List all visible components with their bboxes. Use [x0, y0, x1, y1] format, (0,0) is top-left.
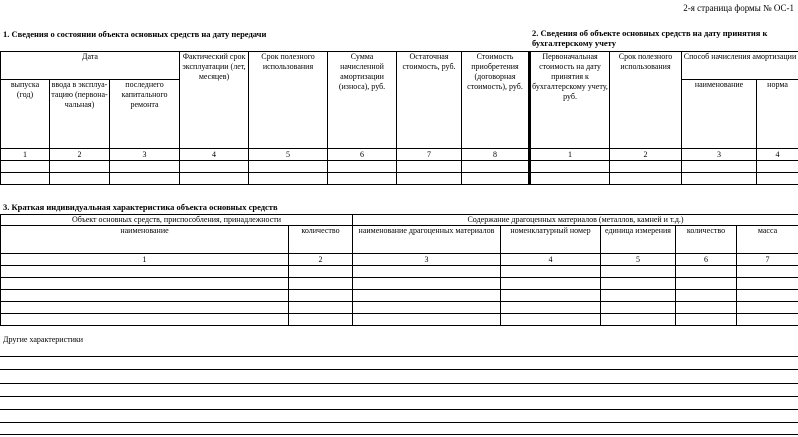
table-cell[interactable]	[737, 314, 798, 326]
col-num: 3	[353, 254, 501, 266]
table-cell[interactable]	[530, 173, 610, 185]
table-cell[interactable]	[1, 314, 289, 326]
header-useful-life-2: Срок полезного использования	[610, 52, 682, 149]
header-actual-term: Фактический срок эксплуатации (лет, месяцев)	[180, 52, 249, 149]
table-cell[interactable]	[249, 173, 328, 185]
table-cell[interactable]	[501, 278, 601, 290]
table-cell[interactable]	[682, 173, 757, 185]
header-object-qty: количество	[289, 226, 353, 254]
col-num: 3	[110, 149, 180, 161]
column-number-row	[1, 149, 798, 161]
table-cell[interactable]	[601, 278, 676, 290]
col-num: 1	[530, 149, 610, 161]
table-cell[interactable]	[501, 290, 601, 302]
table-cell[interactable]	[676, 302, 737, 314]
col-num: 2	[610, 149, 682, 161]
writing-line[interactable]	[0, 369, 798, 370]
table-row	[1, 290, 798, 302]
table-cell[interactable]	[397, 161, 462, 173]
col-num: 4	[501, 254, 601, 266]
table-cell[interactable]	[180, 173, 249, 185]
section3-table	[0, 214, 798, 326]
sections-1-2-table	[0, 51, 798, 185]
table-cell[interactable]	[601, 314, 676, 326]
table-cell[interactable]	[737, 290, 798, 302]
header-unit: единица измерения	[601, 226, 676, 254]
writing-line[interactable]	[0, 409, 798, 410]
table-cell[interactable]	[1, 173, 50, 185]
col-num: 8	[462, 149, 530, 161]
table-cell[interactable]	[328, 161, 397, 173]
col-num: 5	[249, 149, 328, 161]
table-cell[interactable]	[1, 161, 50, 173]
table-row	[1, 314, 798, 326]
writing-line[interactable]	[0, 396, 798, 397]
header-metal-qty: количество	[676, 226, 737, 254]
writing-line[interactable]	[0, 356, 798, 357]
table-cell[interactable]	[601, 302, 676, 314]
col-num: 2	[289, 254, 353, 266]
writing-line[interactable]	[0, 383, 798, 384]
form-page-label: 2-я страница формы № ОС-1	[683, 3, 794, 13]
table-cell[interactable]	[501, 302, 601, 314]
col-num: 4	[180, 149, 249, 161]
header-object-name: наименование	[1, 226, 289, 254]
table-cell[interactable]	[328, 173, 397, 185]
table-cell[interactable]	[353, 266, 501, 278]
table-cell[interactable]	[676, 266, 737, 278]
col-num: 6	[328, 149, 397, 161]
table-cell[interactable]	[530, 161, 610, 173]
table-cell[interactable]	[50, 173, 110, 185]
header-metals-group: Содержание драгоценных материалов (металлов, камней и т.д.)	[353, 215, 798, 226]
other-characteristics-label: Другие характеристики	[3, 335, 84, 344]
header-method-rate: норма	[757, 80, 798, 149]
header-object-group: Объект основных средств, приспособления, принадлежности	[1, 215, 353, 226]
col-num: 7	[397, 149, 462, 161]
table-cell[interactable]	[737, 302, 798, 314]
header-method-name: наименование	[682, 80, 757, 149]
table-cell[interactable]	[462, 161, 530, 173]
table-cell[interactable]	[737, 278, 798, 290]
table-row	[1, 278, 798, 290]
table-cell[interactable]	[1, 266, 289, 278]
table-cell[interactable]	[289, 302, 353, 314]
table-cell[interactable]	[757, 161, 798, 173]
table-cell[interactable]	[289, 314, 353, 326]
table-cell[interactable]	[601, 290, 676, 302]
table-cell[interactable]	[180, 161, 249, 173]
table-cell[interactable]	[353, 278, 501, 290]
table-row	[1, 161, 798, 173]
col-num: 4	[757, 149, 798, 161]
table-row	[1, 302, 798, 314]
header-useful-life-1: Срок полезного использования	[249, 52, 328, 149]
table-cell[interactable]	[501, 314, 601, 326]
header-release-year: выпуска (год)	[1, 80, 50, 149]
table-cell[interactable]	[289, 266, 353, 278]
col-num: 1	[1, 149, 50, 161]
header-acquisition-cost: Стоимость приобретения (договорная стоимость), руб.	[462, 52, 530, 149]
table-cell[interactable]	[1, 290, 289, 302]
table-row	[1, 173, 798, 185]
section2-title: 2. Сведения об объекте основных средств на дату принятия к бухгалтерскому учету	[532, 28, 768, 48]
header-commissioning: ввода в эксплуа-тацию (первона-чальная)	[50, 80, 110, 149]
col-num: 6	[676, 254, 737, 266]
table-cell[interactable]	[353, 290, 501, 302]
table-cell[interactable]	[676, 290, 737, 302]
writing-line[interactable]	[0, 422, 798, 423]
table-cell[interactable]	[610, 173, 682, 185]
col-num: 3	[682, 149, 757, 161]
table-cell[interactable]	[676, 314, 737, 326]
table-cell[interactable]	[676, 278, 737, 290]
table-row	[1, 266, 798, 278]
table-cell[interactable]	[289, 290, 353, 302]
section3-title: 3. Краткая индивидуальная характеристика объекта основных средств	[3, 202, 278, 212]
table-cell[interactable]	[462, 173, 530, 185]
section1-title: 1. Сведения о состоянии объекта основных средств на дату передачи	[3, 29, 267, 39]
header-depreciation: Сумма начисленной амортизации (износа), руб.	[328, 52, 397, 149]
table-cell[interactable]	[353, 302, 501, 314]
header-last-repair: последнего капитального ремонта	[110, 80, 180, 149]
header-residual-cost: Остаточная стоимость, руб.	[397, 52, 462, 149]
header-mass: масса	[737, 226, 798, 254]
writing-line[interactable]	[0, 434, 798, 435]
table-cell[interactable]	[610, 161, 682, 173]
table-cell[interactable]	[110, 161, 180, 173]
col-num: 1	[1, 254, 289, 266]
header-nomenclature: номенклатурный номер	[501, 226, 601, 254]
table-cell[interactable]	[1, 302, 289, 314]
table-cell[interactable]	[757, 173, 798, 185]
table-cell[interactable]	[682, 161, 757, 173]
header-date-group: Дата	[1, 52, 180, 80]
table-cell[interactable]	[501, 266, 601, 278]
header-method-group: Способ начисления амортизации	[682, 52, 798, 80]
table-cell[interactable]	[249, 161, 328, 173]
header-initial-cost: Первоначальная стоимость на дату принятия к бухгалтерскому учету, руб.	[530, 52, 610, 149]
table-cell[interactable]	[737, 266, 798, 278]
table-cell[interactable]	[397, 173, 462, 185]
table-cell[interactable]	[110, 173, 180, 185]
header-metal-name: наименование драгоценных материалов	[353, 226, 501, 254]
table-cell[interactable]	[601, 266, 676, 278]
table-cell[interactable]	[50, 161, 110, 173]
column-number-row	[1, 254, 798, 266]
col-num: 2	[50, 149, 110, 161]
table-cell[interactable]	[1, 278, 289, 290]
table-cell[interactable]	[353, 314, 501, 326]
col-num: 5	[601, 254, 676, 266]
col-num: 7	[737, 254, 798, 266]
table-cell[interactable]	[289, 278, 353, 290]
